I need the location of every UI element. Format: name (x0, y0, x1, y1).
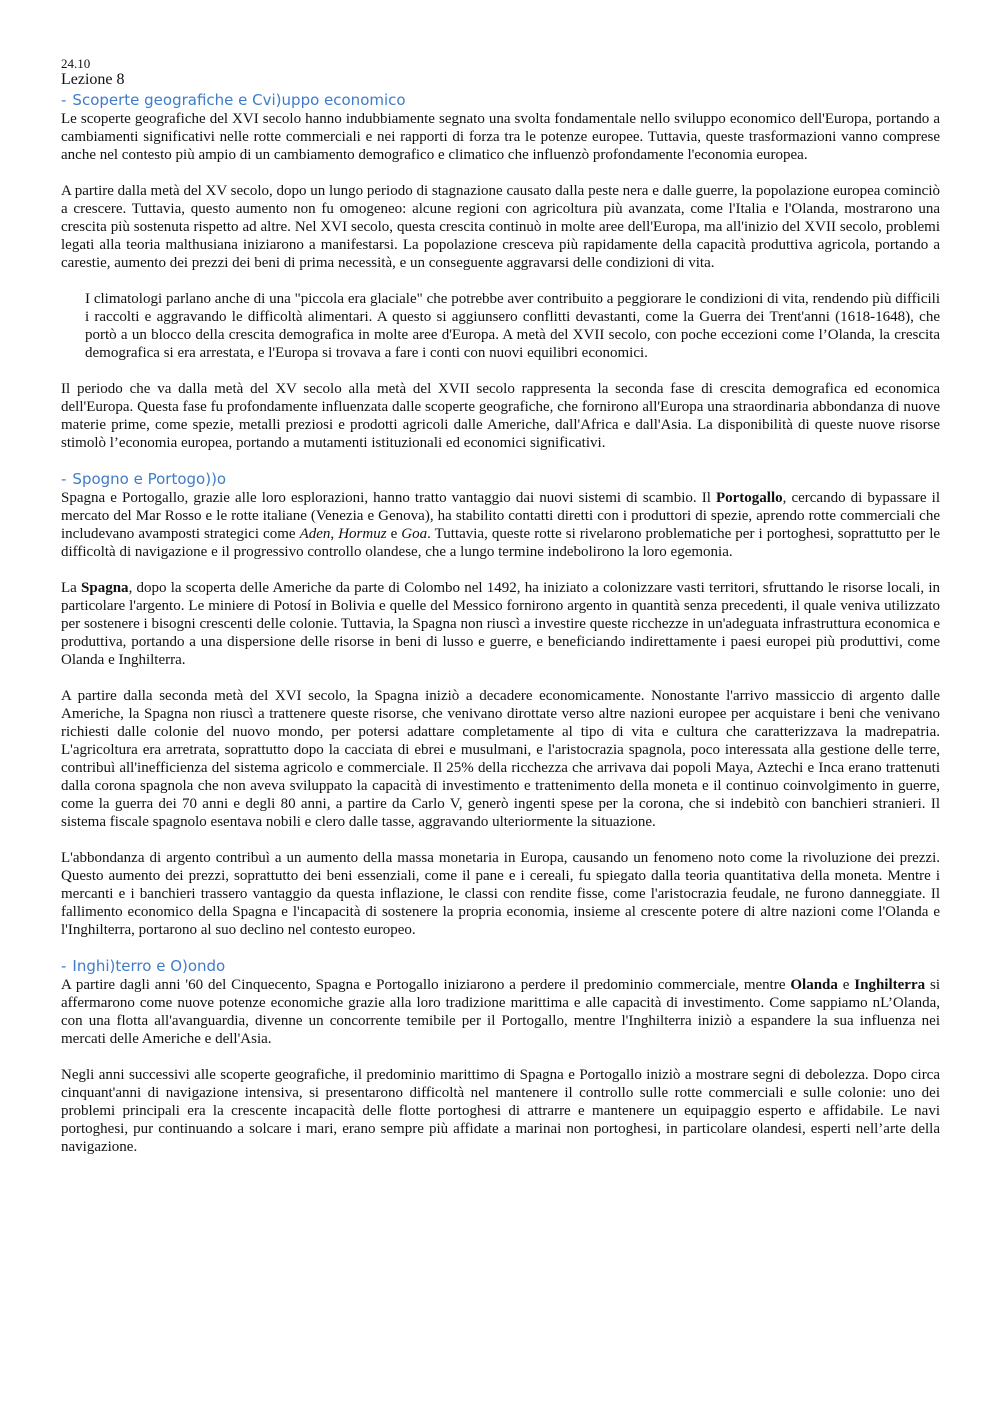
section-title: - Scoperte geografiche e Cvi)uppo economico (61, 91, 406, 109)
section-title: - Inghi)terro e O)ondo (61, 957, 226, 975)
paragraph: A partire dalla seconda metà del XVI secolo, la Spagna iniziò a decadere economicamente. Nonostante l'arrivo massiccio di argento dalle Americhe, la Spagna non riuscì a trattenere queste risorse, che venivano dirottate verso altre nazioni europee per acquistare i beni che venivano richiesti dalle colonie del nuovo mondo, per potersi adattare completamente al tipo di vita e cultura che caratterizzava la madrepatria. L'agricoltura era arretrata, soprattutto dopo la cacciata di ebrei e musulmani, e l'aristocrazia spagnola, poco interessata alla gestione delle terre, contribuì all'inefficienza del sistema agricolo e commerciale. Il 25% della ricchezza che arrivava dai popoli Maya, Aztechi e Inca erano trattenuti dalla corona spagnola che non aveva sviluppato la capacità di investimento e trattenimento della moneta e il continuo coinvolgimento in guerre, come la guerra dei 70 anni e degli 80 anni, a partire da Carlo V, generò ingenti spese per la corona, che si indebitò con banchieri stranieri. Il sistema fiscale spagnolo esentava nobili e clero dalle tasse, aggravando ulteriormente la situazione. (61, 688, 940, 830)
dash-bullet: - (61, 91, 67, 109)
section-scoperte (61, 91, 940, 452)
paragraph: A partire dalla metà del XV secolo, dopo un lungo periodo di stagnazione causato dalla peste nera e dalle guerre, la popolazione europea cominciò a crescere. Tuttavia, questo aumento non fu omogeneo: alcune regioni con agricoltura più avanzata, come l'Italia e l'Olanda, mostrarono una crescita più sostenuta rispetto ad altre. Nel XVI secolo, questa crescita continuò in molte aree dell'Europa, ma all'inizio del XVII secolo, problemi legati alla teoria malthusiana iniziarono a manifestarsi. La popolazione cresceva più rapidamente della capacità produttiva agricola, portando a carestie, aumento dei prezzi dei beni di prima necessità, e un conseguente aggravarsi delle condizioni di vita. (61, 183, 940, 271)
dash-bullet: - (61, 957, 67, 975)
paragraph: Negli anni successivi alle scoperte geografiche, il predominio marittimo di Spagna e Portogallo iniziò a mostrare segni di debolezza. Dopo circa cinquant'anni di navigazione intensiva, si presentarono difficoltà nel mantenere il controllo sulle rotte commerciali e sulle colonie: uno dei problemi principali era la crescente incapacità delle flotte portoghesi di attrarre e mantenere un equipaggio esperto e affidabile. Le navi portoghesi, pur continuando a solcare i mari, erano sempre più affidate a marinai non portoghesi, in particolare olandesi, esperti nell’arte della navigazione. (61, 1067, 940, 1155)
date: 24.10 (61, 56, 91, 71)
section-inghilterra-olanda (61, 957, 940, 1156)
paragraph: Spagna e Portogallo, grazie alle loro esplorazioni, hanno tratto vantaggio dai nuovi sistemi di scambio. Il Portogallo, cercando di bypassare il mercato del Mar Rosso e le rotte italiane (Venezia e Genova), ha stabilito contatti diretti con i produttori di spezie, aprendo rotte commerciali che includevano avamposti strategici come Aden, Hormuz e Goa. Tuttavia, queste rotte si rivelarono problematiche per i portoghesi, soprattutto per le difficoltà di navigazione e il progressivo controllo olandese, che a lungo termine indebolirono la loro egemonia. (61, 490, 941, 560)
paragraph: Il periodo che va dalla metà del XV secolo alla metà del XVII secolo rappresenta la seconda fase di crescita demografica ed economica dell'Europa. Questa fase fu profondamente influenzata dalle scoperte geografiche, che fornirono all'Europa una straordinaria abbondanza di nuove materie prime, come spezie, metalli preziosi e prodotti agricoli dalle Americhe, dall'Africa e dall'Asia. La disponibilità di queste nuove risorse stimolò l’economia europea, portando a mutamenti istituzionali ed economici significativi. (61, 381, 940, 451)
lesson-title: Lezione 8 (61, 71, 125, 88)
paragraph: A partire dagli anni '60 del Cinquecento, Spagna e Portogallo iniziarono a perdere il predominio commerciale, mentre Olanda e Inghilterra si affermarono come nuove potenze economiche grazie alla loro tradizione marittima e alle capacità di investimento. Come sappiamo nL’Olanda, con una flotta all'avanguardia, divenne un concorrente temibile per il Portogallo, mentre l'Inghilterra iniziò a espandere la sua influenza nei mercati delle Americhe e dell'Asia. (61, 977, 940, 1047)
paragraph: L'abbondanza di argento contribuì a un aumento della massa monetaria in Europa, causando un fenomeno noto come la rivoluzione dei prezzi. Questo aumento dei prezzi, soprattutto dei beni essenziali, come il pane e i cereali, fu spiegato dalla teoria quantitativa della moneta. Mentre i mercanti e i banchieri trassero vantaggio da questa inflazione, le classi con rendite fisse, come l'aristocrazia feudale, ne furono danneggiate. Il fallimento economico della Spagna e l'incapacità di sostenere la propria economia, insieme al crescente potere di altre nazioni come l'Olanda e l'Inghilterra, portarono al suo declino nel contesto europeo. (61, 850, 940, 938)
dash-bullet: - (61, 470, 67, 488)
indented-paragraph: I climatologi parlano anche di una "piccola era glaciale" che potrebbe aver contribuito a peggiorare le condizioni di vita, rendendo più difficili i raccolti e aggravando le difficoltà alimentari. A questo si aggiunsero conflitti devastanti, come la Guerra dei Trent'anni (1618-1648), che portò a un blocco della crescita demografica in molte aree d'Europa. A metà del XVII secolo, con poche eccezioni come l’Olanda, la crescita demografica si era arrestata, e l'Europa si trovava a fare i conti con nuovi equilibri economici. (85, 291, 940, 361)
section-title: - Spogno e Portogo))o (61, 470, 227, 488)
section-spagna-portogallo (61, 470, 940, 939)
paragraph: La Spagna, dopo la scoperta delle Americhe da parte di Colombo nel 1492, ha iniziato a colonizzare vasti territori, sfruttando le risorse locali, in particolare l'argento. Le miniere di Potosí in Bolivia e quelle del Messico fornirono argento in quantità senza precedenti, il quale veniva utilizzato per sostenere i bisogni crescenti delle colonie. Tuttavia, la Spagna non riuscì a investire queste ricchezze in un'adeguata infrastruttura economica e produttiva, portando a una dispersione delle risorse in beni di lusso e guerre, e beneficiando indirettamente i paesi europei più produttivi, come Olanda e Inghilterra. (61, 580, 940, 668)
paragraph: Le scoperte geografiche del XVI secolo hanno indubbiamente segnato una svolta fondamentale nello sviluppo economico dell'Europa, portando a cambiamenti significativi nelle rotte commerciali e nei rapporti di forza tra le potenze europee. Tuttavia, queste trasformazioni vanno comprese anche nel contesto più ampio di un cambiamento demografico e climatico che influenzò profondamente l'economia europea. (61, 111, 940, 163)
